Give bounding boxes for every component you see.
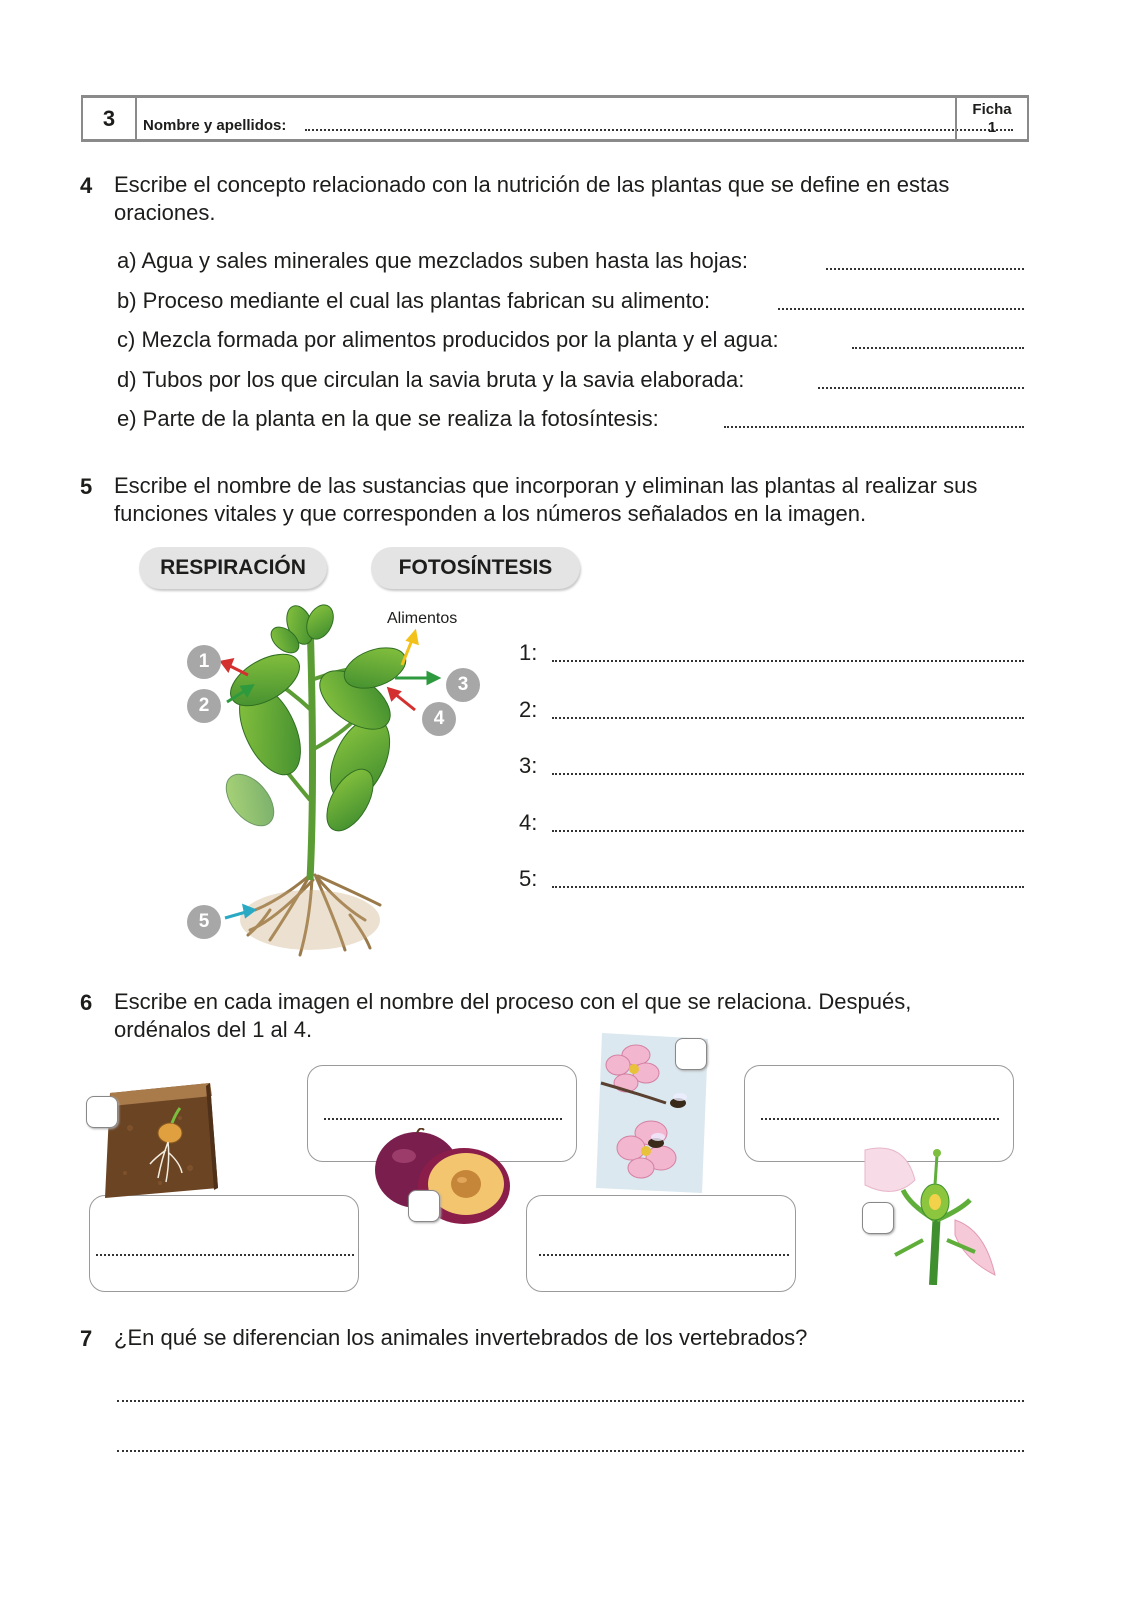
q6-number: 6 [80, 990, 93, 1015]
ficha-number: 1 [987, 119, 997, 136]
worksheet-header [81, 95, 1029, 142]
arrow-alimentos [402, 632, 417, 665]
q4-answer-line-a[interactable] [826, 268, 1024, 270]
q5-answer-label-5: 5: [519, 866, 538, 891]
q4-item-b: b) Proceso mediante el cual las plantas fabrican su alimento: [117, 288, 711, 313]
badge-2: 2 [187, 689, 221, 723]
unit-number: 3 [83, 98, 137, 139]
name-input-line[interactable] [305, 129, 1013, 131]
seed-germination-picture [100, 1078, 220, 1200]
q4-answer-line-b[interactable] [778, 308, 1024, 310]
arrow-3 [395, 673, 438, 683]
badge-3: 3 [446, 668, 480, 702]
q6-text: Escribe en cada imagen el nombre del proceso con el que se relaciona. Después, ordénalos del 1 al 4. [114, 989, 912, 1042]
order-box-pollination[interactable] [675, 1038, 707, 1070]
q4-text: Escribe el concepto relacionado con la nutrición de las plantas que se define en estas oraciones. [114, 172, 950, 225]
q7-answer-line-2[interactable] [117, 1450, 1024, 1452]
q4-answer-line-e[interactable] [724, 426, 1024, 428]
ficha-box [955, 98, 1027, 139]
q5-answer-line-1[interactable] [552, 660, 1024, 662]
q4-answer-line-d[interactable] [818, 387, 1024, 389]
q4-item-c: c) Mezcla formada por alimentos producidos por la planta y el agua: [117, 327, 779, 352]
q7-number: 7 [80, 1326, 93, 1351]
q5-text: Escribe el nombre de las sustancias que incorporan y eliminan las plantas al realizar sus funciones vitales y que corresponden a los números señalados en la imagen. [114, 473, 978, 526]
q5-answer-label-1: 1: [519, 640, 538, 665]
q5-number: 5 [80, 474, 93, 499]
q7-text: ¿En qué se diferencian los animales invertebrados de los vertebrados? [114, 1325, 808, 1350]
q5-answer-label-3: 3: [519, 753, 538, 778]
q7-answer-line-1[interactable] [117, 1400, 1024, 1402]
ficha-label: Ficha [972, 101, 1012, 118]
badge-1: 1 [187, 645, 221, 679]
fotosintesis-pill: FOTOSÍNTESIS [371, 547, 580, 589]
q5-answer-line-5[interactable] [552, 886, 1024, 888]
name-label: Nombre y apellidos: [143, 117, 287, 134]
arrow-4 [389, 689, 415, 710]
alimentos-label: Alimentos [387, 610, 458, 627]
q5-answer-line-3[interactable] [552, 773, 1024, 775]
arrow-1 [222, 660, 248, 675]
q5-answer-line-2[interactable] [552, 717, 1024, 719]
fruit-picture [372, 1128, 517, 1228]
q4-number: 4 [80, 173, 93, 198]
order-box-seed[interactable] [86, 1096, 118, 1128]
q4-item-d: d) Tubos por los que circulan la savia bruta y la savia elaborada: [117, 367, 745, 392]
order-box-fruit[interactable] [408, 1190, 440, 1222]
q5-answer-label-4: 4: [519, 810, 538, 835]
q4-item-e: e) Parte de la planta en la que se realiza la fotosíntesis: [117, 406, 659, 431]
process-box-bottom-2[interactable] [526, 1195, 796, 1292]
q4-item-a: a) Agua y sales minerales que mezclados suben hasta las hojas: [117, 248, 749, 273]
process-box-bottom-1[interactable] [89, 1195, 359, 1292]
badge-4: 4 [422, 702, 456, 736]
badge-5: 5 [187, 905, 221, 939]
q5-answer-line-4[interactable] [552, 830, 1024, 832]
respiracion-pill: RESPIRACIÓN [139, 547, 327, 589]
order-box-flower[interactable] [862, 1202, 894, 1234]
q4-answer-line-c[interactable] [852, 347, 1024, 349]
q5-answer-label-2: 2: [519, 697, 538, 722]
